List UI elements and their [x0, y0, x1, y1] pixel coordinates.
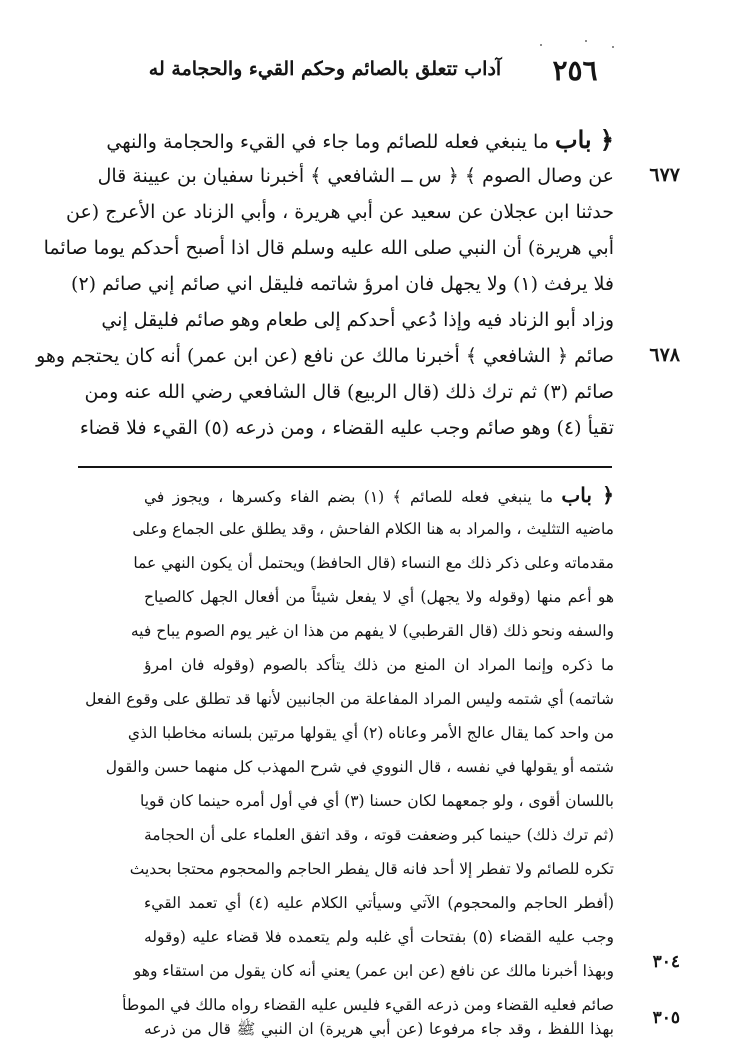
hadith-number: ٦٧٨: [649, 344, 680, 366]
main-text-line: فلا يرفث (١) ولا يجهل فان امرؤ شاتمه فليقل اني صائم إني صائم (٢): [71, 273, 614, 295]
footnote-line: (أفطر الحاجم والمحجوم) الآتي وسيأتي الكلام عليه (٤) أي تعمد القيء: [144, 894, 614, 912]
chapter-heading-word: ﴿ باب: [554, 125, 614, 154]
footnote-line: باللسان أقوى ، ولو جمعهما لكان حسنا (٣) أي في أول أمره حينما كان قويا: [139, 792, 614, 810]
main-text-line: ﴿ باب ما ينبغي فعله للصائم وما جاء في القيء والحجامة والنهي: [106, 125, 614, 154]
footnote-line: صائم فعليه القضاء ومن ذرعه القيء فليس عليه القضاء رواه مالك في الموطأ: [122, 996, 614, 1014]
footnote-line: بهذا اللفظ ، وقد جاء مرفوعا (عن أبي هريرة) ان النبي ﷺ قال من ذرعه: [144, 1020, 614, 1038]
reference-number: ٣٠٥: [652, 1008, 680, 1028]
main-text-line: صائم ﴿ الشافعي ﴾ أخبرنا مالك عن نافع (عن ابن عمر) أنه كان يحتجم وهو: [36, 345, 614, 367]
main-text-line: أبي هريرة) أن النبي صلى الله عليه وسلم قال اذا أصبح أحدكم يوما صائما: [43, 237, 614, 259]
footnote-line: هو أعم منها (وقوله ولا يجهل) أي لا يفعل شيئاً من أفعال الجهل كالصياح: [144, 588, 614, 606]
main-text-line: تقيأ (٤) وهو صائم وجب عليه القضاء ، ومن ذرعه (٥) القيء فلا قضاء: [79, 417, 614, 439]
main-text-line: صائم (٣) ثم ترك ذلك (قال الربيع) قال الشافعي رضي الله عنه ومن: [84, 381, 614, 403]
running-header-title: آداب تتعلق بالصائم وحكم القيء والحجامة له: [148, 58, 502, 80]
footnote-line: تكره للصائم ولا تفطر إلا أحد فانه قال يفطر الحاجم والمحجوم محتجا بحديث: [129, 860, 614, 878]
footnote-line: وجب عليه القضاء (٥) بفتحات أي غلبه ولم يتعمده فلا قضاء عليه (وقوله: [144, 928, 614, 946]
hadith-number: ٦٧٧: [649, 164, 680, 186]
scan-speck: [612, 46, 614, 48]
footnote-line: من واحد كما يقال عالج الأمر وعاناه (٢) أي يقولها مرتين بلسانه مخاطبا الذي: [127, 724, 614, 742]
footnote-line: مقدماته وعلى ذكر ذلك مع النساء (قال الحافظ) ويحتمل أن يكون النهي عما: [133, 554, 614, 572]
footnote-line: ماضيه التثليث ، والمراد به هنا الكلام الفاحش ، وقد يطلق على الجماع وعلى: [132, 520, 614, 538]
main-text-line: عن وصال الصوم ﴾ ﴿ س ــ الشافعي ﴾ أخبرنا سفيان بن عيينة قال: [97, 165, 614, 187]
footnote-line: ﴿ باب ما ينبغي فعله للصائم ﴾ (١) بضم الفاء وكسرها ، ويجوز في: [144, 483, 614, 507]
footnote-line: (ثم ترك ذلك) حينما كبر وضعفت قوته ، وقد اتفق العلماء على أن الحجامة: [144, 826, 614, 844]
footnote-chapter-heading-word: ﴿ باب: [561, 483, 614, 507]
reference-number: ٣٠٤: [652, 952, 680, 972]
scan-speck: [540, 44, 542, 46]
scan-speck: [585, 40, 587, 42]
footnote-line: شتمه أو يقولها في نفسه ، قال النووي في شرح المهذب كل منهما حسن والقول: [105, 758, 614, 776]
main-text-line: وزاد أبو الزناد فيه وإذا دُعي أحدكم إلى طعام وهو صائم فليقل إني: [101, 309, 614, 331]
footnote-divider: [78, 466, 612, 468]
footnote-line: شاتمه) أي شتمه وليس المراد المفاعلة من الجانبين لأنها قد تطلق على وقوع الفعل: [85, 690, 614, 708]
footnote-line: وبهذا أخبرنا مالك عن نافع (عن ابن عمر) يعني أنه كان يقول من استقاء وهو: [133, 962, 614, 980]
page-number: ٢٥٦: [552, 54, 598, 87]
main-text-line: حدثنا ابن عجلان عن سعيد عن أبي هريرة ، وأبي الزناد عن الأعرج (عن: [65, 201, 614, 223]
footnote-line: والسفه ونحو ذلك (قال القرطبي) لا يفهم من هذا ان غير يوم الصوم يباح فيه: [130, 622, 614, 640]
footnote-line: ما ذكره وإنما المراد ان المنع من ذلك يتأكد بالصوم (وقوله فان امرؤ: [144, 656, 614, 674]
